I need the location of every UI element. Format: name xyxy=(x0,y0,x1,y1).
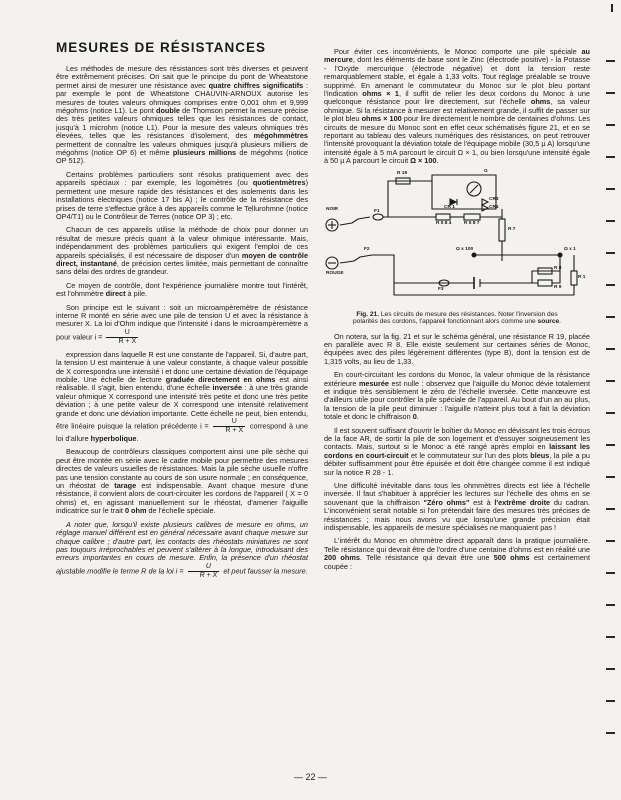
label-r19: R 19 xyxy=(397,170,408,176)
label-ohm-x100: Ω x 100 xyxy=(456,246,474,252)
label-r8: R 8 xyxy=(554,265,562,271)
label-cr4: CR4 xyxy=(489,204,499,210)
resistor-r6 xyxy=(464,214,480,220)
paragraph: Ce moyen de contrôle, dont l'expérience journalière montre tout l'intérêt, est l'ohmmètre direct à pile. xyxy=(56,280,308,299)
formula: $\frac{U}{R + X}$ xyxy=(188,563,220,580)
paragraph: Certains problèmes particuliers sont résolus pratiquement avec des appareils spéciaux : par exemple, les logomètres (ou quotientmètres) permettent une mesure rapide des résistances et des isolements dans les installations électriques (notice 17 bis A) ; le contrôle de la résistance des prises de terre s'effectue grâce à des appareils comme le Tellurohmne (notice OP4/T1) ou le Contrôleur de Terres (notice OP 3) ; etc. xyxy=(56,169,308,221)
circuit-svg xyxy=(324,168,590,307)
left-column xyxy=(56,40,308,585)
label-r5: R 5 8 4 xyxy=(436,220,452,226)
label-r6: R 5 8 7 xyxy=(464,220,480,226)
label-cr1: CR 1 xyxy=(444,204,455,210)
paragraph: L'intérêt du Monoc en ohmmètre direct apparaît dans la pratique journalière. Telle résistance qui devrait être de l'ordre d'une centaine d'ohms est en réalité une 200 ohms. Telle résistance qui devait être une 500 ohms est certainement coupée : xyxy=(324,536,590,571)
label-f1: F1 xyxy=(374,208,380,214)
label-ohm-x1: Ω x 1 xyxy=(564,246,576,252)
switch-x100 xyxy=(472,253,476,257)
right-column xyxy=(324,48,590,576)
circuit-diagram xyxy=(324,168,590,307)
label-rouge: ROUGE xyxy=(326,270,344,276)
diode-cr3 xyxy=(482,199,488,205)
paragraph: Pour éviter ces inconvénients, le Monoc comporte une pile spéciale au mercure, dont les éléments de base sont le Zinc (électrode positive) - la Potasse - l'Oxyde mercurique (électrode négative) et dont la tension reste remarquablement stable, et égale à 1,33 volts. Tout réglage préalable se trouve supprimé. En amenant le commutateur du Monoc sur le plot bleu portant l'indication ohms × 1, il suffit de relier les deux cordons du Monoc à une quelconque résistance pour lire directement, sur l'échelle ohms, sa valeur ohmique. Si la résistance à mesurer est relativement grande, il suffit de passer sur le plot bleu ohms × 100 pour lire directement le nombre de centaines d'ohms. Les circuits de mesure du Monoc sont en effet ceux schématisés figure 21, et en se reportant au tableau des valeurs numériques des résistances, on peut retrouver l'intensité provoquant la déviation totale de l'équipage mobile (30,5 µ A) lorsqu'une intensité égale à 5 mA parcourt le circuit Ω × 1, ou bien lorsqu'une intensité égale à 50 µ A parcourt le circuit Ω × 100. xyxy=(324,47,590,166)
paragraph: expression dans laquelle R est une constante de l'appareil. Si, d'autre part, la tension U est maintenue à une valeur constante, à chaque valeur possible de X correspondra une intensité i et donc une certaine déviation de l'équipage mobile. Une échelle de lecture graduée directement en ohms est ainsi réalisable. Il s'agit, bien entendu, d'une échelle inversée : à une très grande valeur ohmique X correspond une intensité très petite et donc une très petite déviation ; à une petite valeur de X correspond une intensité relativement grande et donc une déviation importante. Cette échelle ne peut, bien entendu, être linéaire puisque la relation précédente i = $\frac{U}{R + X}$ correspond à une loi d'allure hyperbolique. xyxy=(56,349,309,444)
figure-caption: Fig. 21. Les circuits de mesure des résistances. Noter l'inversion des polarités des cordons, l'appareil fonctionnant alors comme une source. xyxy=(353,310,561,326)
label-r9: R 9 xyxy=(554,284,562,290)
resistor-r9 xyxy=(538,280,552,286)
label-f2: F2 xyxy=(364,246,370,252)
label-g: G xyxy=(484,168,488,174)
label-r1: R 1 xyxy=(578,274,586,280)
resistor-r7 xyxy=(499,219,505,241)
page-number: — 22 — xyxy=(293,772,327,782)
paragraph: Les méthodes de mesure des résistances sont très diverses et peuvent être extrêmement précises. On sait que le principe du pont de Wheatstone permet ainsi de mesurer une résistance avec quatre chiffres significatifs : par exemple le pont de Wheatstone CHAUVIN-ARNOUX autorise les mesures de toutes valeurs ohmiques comprises entre 0,001 ohm et 9,999 mégohms (notice L1). Le pont double de Thomson permet la mesure précise des très petites valeurs ohmiques telles que les résistances de contact, jusqu'à 1 microhm (notice L1). Pour la mesure des valeurs ohmiques très élevées, telles que les résistances d'isolement, des mégohmmètres permettent de connaître les valeurs ohmiques jusqu'à plusieurs milliers de mégohms (notice OP 6) et même plusieurs millions de mégohms (notice OP 512). xyxy=(56,64,308,166)
paragraph: Son principe est le suivant : soit un microampèremètre de résistance interne R monté en série avec une pile de tension U et avec la résistance à mesurer X. La loi d'Ohm indique que l'intensité i dans le microampèremètre a pour valeur i = $\frac{U}{R + X}$ xyxy=(56,302,308,345)
paragraph: En court-circuitant les cordons du Monoc, la valeur ohmique de la résistance extérieure mesurée est nulle : observez que l'aiguille du Monoc dévie totalement et indique très sensiblement le zéro de l'échelle inversée. Cette manœuvre est d'ailleurs utile pour contrôler la pile spéciale de l'appareil. Au bout d'un an au plus, la tension de la pile peut diminuer : l'aiguille n'atteint plus tout à fait la déviation totale et donc le chiffraison 0. xyxy=(324,370,590,422)
diode-cr4 xyxy=(482,205,488,211)
formula: $\frac{U}{R + X}$ xyxy=(106,329,138,346)
label-noir: NOIR xyxy=(326,206,338,212)
paragraph: Il est souvent suffisant d'ouvrir le boîtier du Monoc en dévissant les trois écrous de la face AR, de sortir la pile de son logement et d'essuyer soigneusement les contacts. Mais, surtout si le Monoc a été rangé après emploi en laissant les cordons en court-circuit et le commutateur sur l'un des plots bleus, la pile a pu débiter suffisamment pour être épuisée et doit être changée comme il est indiqué sur la notice R 28 - 1. xyxy=(324,425,590,477)
rouge-lead xyxy=(340,255,372,263)
italic-note: A noter que, lorsqu'il existe plusieurs calibres de mesure en ohms, un réglage manuel différent est en général nécessaire avant chaque mesure sur chaque calibre ; d'autre part, les contacts des rhéostats miniatures ne sont pas toujours irréprochables et peuvent s'altérer à la longue, introduisant des erreurs importantes en cours de mesure. Enfin, la présence d'un rhéostat ajustable modifie le terme R de la loi i = $\frac{U}{R + X}$ et peut fausser la mesure. xyxy=(56,519,308,579)
label-r7: R 7 xyxy=(508,226,516,232)
label-f3: F3 xyxy=(438,286,444,292)
label-cr3: CR3 xyxy=(489,196,499,202)
noir-lead xyxy=(340,217,370,225)
paragraph: On notera, sur la fig. 21 et sur le schéma général, une résistance R 19, placée en parallèle avec R 8. Elle existe seulement sur certaines séries de Monoc, équipées avec des piles légèrement différentes (type B), dont la tension est de 1,315 volts, au lieu de 1,33. xyxy=(324,331,590,366)
page-title: MESURES DE RÉSISTANCES xyxy=(56,40,267,55)
paragraph: Beaucoup de contrôleurs classiques comportent ainsi une pile sèche qui peut être montée en série avec le cadre mobile pour permettre des mesures directes de valeurs usuelles de résistances. Mais la pile sèche usuelle n'offre pas une tension constante au cours de son usure normale ; en conséquence, un rhéostat de tarage est indispensable. Avant chaque mesure d'une résistance, il convient alors de court-circuiter les cordons de l'appareil ( X = 0 ohms) et, en agissant manuellement sur le rhéostat, d'amener l'aiguille indicatrice sur le trait 0 ohm de l'échelle spéciale. xyxy=(56,447,308,516)
paragraph: Une difficulté inévitable dans tous les ohmmètres directs est liée à l'échelle inversée. Il faut s'habituer à apprécier les lectures sur l'échelle des ohms en se souvenant que la chiffraison "Zéro ohms" est à l'extrême droite du cadran. L'inconvénient serait notable si l'on prétendait faire des mesures très précises de résistances ; mais nous avons vu que lorsqu'une grande précision était indispensable, les appareils de mesure spécialisés ne manquaient pas ! xyxy=(324,481,590,533)
resistor-r5 xyxy=(436,214,450,220)
fuse-f1 xyxy=(373,214,383,220)
resistor-r1 xyxy=(571,271,577,285)
formula: $\frac{U}{R + X}$ xyxy=(213,418,245,435)
paragraph: Chacun de ces appareils utilise la méthode de choix pour donner un résultat de mesure précis quant à la valeur ohmique intéressante. Mais, indépendamment des problèmes particuliers qui exigent l'emploi de ces appareils spécialisés, il est nécessaire de disposer d'un moyen de contrôle direct, instantané, de précision certes limitée, mais permettant de connaître sans délai des ordres de grandeur. xyxy=(56,225,309,277)
